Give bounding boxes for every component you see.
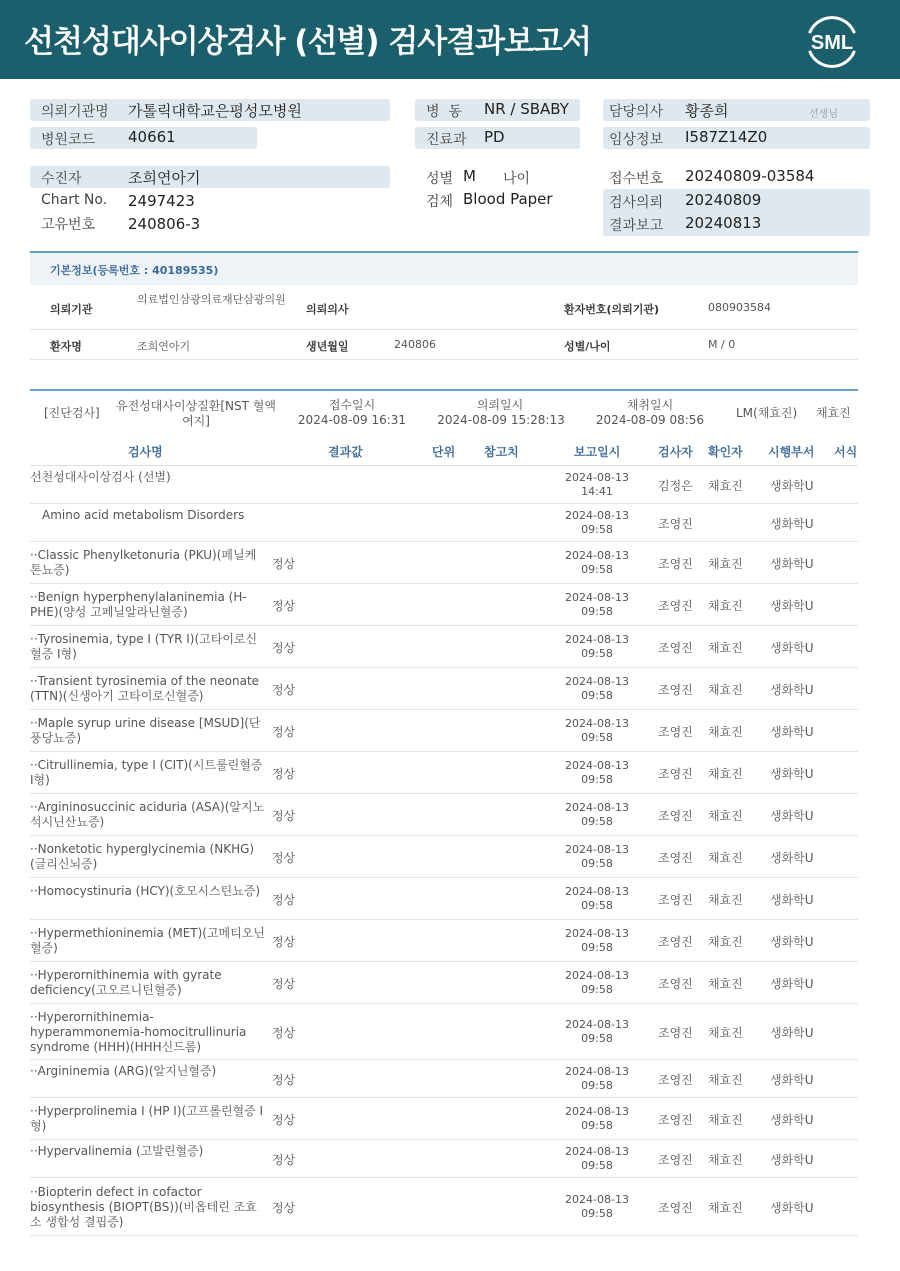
report-time: 09:58 [581,857,613,870]
test-name: ··Hypermethioninemia (MET)(고메티오닌혈증) [30,926,265,955]
results-section [30,389,858,1236]
report-time: 09:58 [581,647,613,660]
report-datetime [560,801,634,829]
report-time: 09:58 [581,815,613,828]
test-name: Amino acid metabolism Disorders [42,508,245,522]
report-time: 09:58 [581,605,613,618]
confirmer-value: 채효진 [708,725,743,739]
dept-value: 생화학U [770,851,814,865]
confirmer-value: 채효진 [708,935,743,949]
sex-label: 성별 [426,171,454,187]
basic-info-row [30,285,858,330]
order-lm: LM(채효진) [736,406,798,420]
report-date: 2024-08-13 [565,969,629,982]
report-date: 2024-08-13 [565,927,629,940]
table-row [30,1098,858,1140]
dob-label: 생년월일 [306,340,349,353]
received-value: 2024-08-09 16:31 [297,413,407,427]
test-name: ··Argininosuccinic aciduria (ASA)(알지노석시닌산뇨증) [30,800,265,829]
confirmer-value: 채효진 [708,1073,743,1087]
table-row [30,962,858,1004]
test-name: ··Classic Phenylketonuria (PKU)(페닐케톤뇨증) [30,548,257,577]
report-time: 09:58 [581,773,613,786]
confirmer-value: 채효진 [708,1026,743,1040]
tester-value: 김정은 [658,479,693,493]
tester-value: 조영진 [658,683,693,697]
report-time: 09:58 [581,1032,613,1045]
confirmer-value: 채효진 [708,851,743,865]
report-header [0,0,900,79]
result-value: 정상 [272,1073,296,1087]
result-value: 정상 [272,641,296,655]
report-datetime [560,759,634,787]
table-row [30,466,858,504]
report-date: 2024-08-13 [565,717,629,730]
confirmer-value: 채효진 [708,479,743,493]
report-date: 2024-08-13 [565,675,629,688]
confirmer-value: 채효진 [708,1201,743,1215]
report-title: 선천성대사이상검사 (선별) 검사결과보고서 [24,24,591,60]
report-date: 2024-08-13 [565,471,629,484]
test-name: ··Argininemia (ARG)(알지닌혈증) [30,1064,217,1078]
result-value: 정상 [272,1026,296,1040]
table-row [30,1178,858,1236]
results-table-header [30,436,858,466]
report-date: 2024-08-13 [565,759,629,772]
tester-value: 조영진 [658,767,693,781]
clinical-value: I587Z14Z0 [685,128,768,146]
req-inst-label: 의뢰기관 [50,303,93,316]
doctor-value: 황종희 [685,102,729,120]
basic-info-section [30,251,858,360]
dept-value: 생화학U [770,935,814,949]
dept-value: PD [484,128,505,146]
dept-value: 생화학U [770,1026,814,1040]
confirmer-value: 채효진 [708,977,743,991]
result-value: 정상 [272,935,296,949]
report-datetime [560,1065,634,1093]
confirmer-value: 채효진 [708,767,743,781]
test-name: ··Homocystinuria (HCY)(호모시스틴뇨증) [30,884,261,898]
pid-label: 환자번호(의뢰기관) [564,303,660,316]
hospital-code-label: 병원코드 [41,132,96,148]
report-date: 2024-08-13 [565,633,629,646]
report-date: 2024-08-13 [565,591,629,604]
result-value: 정상 [272,767,296,781]
dept-value: 생화학U [770,725,814,739]
pname-value: 조희연아기 [137,340,191,353]
col-result: 결과값 [328,445,363,459]
tester-value: 조영진 [658,517,693,531]
report-time: 09:58 [581,563,613,576]
confirmer-value: 채효진 [708,1113,743,1127]
report-time: 09:58 [581,983,613,996]
order-name: 유전성대사이상질환[NST 혈액여지] [116,399,276,428]
tester-value: 조영진 [658,935,693,949]
col-dept: 시행부서 [768,445,815,459]
table-row [30,584,858,626]
report-date: 2024-08-13 [565,1193,629,1206]
report-datetime [560,843,634,871]
results-table-body [30,466,858,1236]
table-row [30,626,858,668]
result-value: 정상 [272,683,296,697]
test-name: ··Hyperornithinemia with gyrate deficiency(고오르니틴혈증) [30,968,222,997]
dept-value: 생화학U [770,557,814,571]
col-format: 서식 [834,445,858,459]
report-datetime [560,885,634,913]
collected-label: 채취일시 [626,398,674,412]
report-time: 09:58 [581,899,613,912]
report-datetime [560,717,634,745]
table-row [30,920,858,962]
sexage-label: 성별/나이 [564,340,611,353]
tester-value: 조영진 [658,599,693,613]
confirmer-value: 채효진 [708,1153,743,1167]
pid-value: 080903584 [708,301,771,314]
result-value: 정상 [272,599,296,613]
table-row [30,710,858,752]
report-value: 20240813 [685,214,762,232]
report-date: 2024-08-13 [565,801,629,814]
doctor-suffix: 선생님 [809,109,838,120]
report-date: 2024-08-13 [565,1018,629,1031]
dept-value: 생화학U [770,599,814,613]
table-row [30,1140,858,1178]
basic-info-row [30,330,858,360]
ward-label: 병 동 [426,104,462,120]
table-row [30,1060,858,1098]
dept-value: 생화학U [770,517,814,531]
confirmer-value: 채효진 [708,893,743,907]
report-time: 09:58 [581,1079,613,1092]
report-date: 2024-08-13 [565,1065,629,1078]
table-row [30,794,858,836]
dept-value: 생화학U [770,1113,814,1127]
test-name: ··Nonketotic hyperglycinemia (NKHG)(글리신뇌증) [30,842,255,871]
tester-value: 조영진 [658,1153,693,1167]
report-datetime [560,509,634,537]
confirmer-value: 채효진 [708,809,743,823]
report-datetime [560,1145,634,1173]
dept-value: 생화학U [770,641,814,655]
col-tester: 검사자 [658,445,693,459]
order-info-row [30,391,858,436]
test-name: ··Hyperornithinemia-hyperammonemia-homocitrullinuria syndrome (HHH)(HHH신드롬) [30,1010,247,1054]
dept-value: 생화학U [770,1153,814,1167]
receipt-value: 20240809-03584 [685,167,815,185]
report-datetime [560,471,634,499]
report-date: 2024-08-13 [565,843,629,856]
age-label: 나이 [503,171,531,187]
test-name: ··Hypervalinemia (고발린혈증) [30,1144,204,1158]
tester-value: 조영진 [658,851,693,865]
sml-logo [802,10,862,68]
logo-text: SML [810,32,854,54]
report-label: 결과보고 [609,218,664,234]
dept-label: 진료과 [426,132,467,148]
result-value: 정상 [272,1113,296,1127]
report-date: 2024-08-13 [565,509,629,522]
tester-value: 조영진 [658,977,693,991]
sexage-value: M / 0 [708,338,736,351]
report-datetime [560,1105,634,1133]
result-value: 정상 [272,725,296,739]
report-time: 09:58 [581,523,613,536]
ward-value: NR / SBABY [484,100,569,118]
table-row [30,752,858,794]
report-date: 2024-08-13 [565,885,629,898]
report-datetime [560,549,634,577]
confirmer-value: 채효진 [708,557,743,571]
report-date: 2024-08-13 [565,549,629,562]
result-value: 정상 [272,557,296,571]
dept-value: 생화학U [770,683,814,697]
request-label: 검사의뢰 [609,195,664,211]
report-datetime [560,969,634,997]
report-time: 09:58 [581,731,613,744]
requested-label: 의뢰일시 [476,398,524,412]
test-name: ··Biopterin defect in cofactor biosynthesis (BIOPT(BS))(비옵테린 조효소 생합성 결핍증) [30,1185,257,1229]
tester-value: 조영진 [658,1073,693,1087]
pname-label: 환자명 [50,340,82,353]
result-value: 정상 [272,893,296,907]
dept-value: 생화학U [770,893,814,907]
pill-patient [30,166,390,188]
tester-value: 조영진 [658,893,693,907]
req-doc-label: 의뢰의사 [306,303,349,316]
specimen-label: 검체 [426,194,454,210]
test-name: ··Citrullinemia, type I (CIT)(시트룰린혈증 I형) [30,758,263,787]
report-time: 14:41 [581,485,613,498]
requested-value: 2024-08-09 15:28:13 [437,413,565,427]
basic-info-title: 기본정보(등록번호 : 40189535) [30,253,858,285]
dept-value: 생화학U [770,767,814,781]
result-value: 정상 [272,977,296,991]
unique-value: 240806-3 [128,215,201,233]
col-unit: 단위 [432,445,456,459]
test-name: ··Maple syrup urine disease [MSUD](단풍당뇨증) [30,716,261,745]
dept-value: 생화학U [770,1073,814,1087]
report-time: 09:58 [581,1159,613,1172]
confirmer-value: 채효진 [708,683,743,697]
test-name: ··Tyrosinemia, type I (TYR I)(고타이로신혈증 I형) [30,632,258,661]
dept-value: 생화학U [770,1201,814,1215]
test-name: 선천성대사이상검사 (선별) [30,470,171,484]
col-date: 보고일시 [574,445,621,459]
report-date: 2024-08-13 [565,1145,629,1158]
test-name: ··Transient tyrosinemia of the neonate (TTN)(신생아기 고타이로신혈증) [30,674,260,703]
tester-value: 조영진 [658,641,693,655]
result-value: 정상 [272,809,296,823]
doctor-label: 담당의사 [609,104,664,120]
chart-value: 2497423 [128,192,195,210]
patient-value: 조희연아기 [128,169,201,187]
table-row [30,542,858,584]
dob-value: 240806 [394,338,436,351]
report-datetime [560,633,634,661]
report-date: 2024-08-13 [565,1105,629,1118]
confirmer-value: 채효진 [708,641,743,655]
result-value: 정상 [272,851,296,865]
report-datetime [560,1193,634,1221]
req-inst-value: 의료법인삼광의료재단삼광의원 [137,293,286,306]
chart-label: Chart No. [41,192,108,208]
table-row [30,836,858,878]
clinical-label: 임상정보 [609,132,664,148]
dept-value: 생화학U [770,809,814,823]
result-value: 정상 [272,1201,296,1215]
tester-value: 조영진 [658,1026,693,1040]
report-datetime [560,675,634,703]
order-person: 채효진 [816,406,851,420]
test-name: ··Hyperprolinemia I (HP I)(고프롤린혈증 I형) [30,1104,264,1133]
dept-value: 생화학U [770,479,814,493]
sex-value: M [463,167,476,185]
report-time: 09:58 [581,941,613,954]
received-label: 접수일시 [328,398,376,412]
col-ref: 참고치 [484,445,519,459]
hospital-code-value: 40661 [128,128,176,146]
report-datetime [560,927,634,955]
table-row [30,668,858,710]
request-value: 20240809 [685,191,762,209]
tester-value: 조영진 [658,1201,693,1215]
result-value: 정상 [272,1153,296,1167]
report-time: 09:58 [581,1119,613,1132]
tester-value: 조영진 [658,1113,693,1127]
tester-value: 조영진 [658,725,693,739]
receipt-label: 접수번호 [609,171,664,187]
report-time: 09:58 [581,1207,613,1220]
report-datetime [560,591,634,619]
col-name: 검사명 [128,445,163,459]
report-time: 09:58 [581,689,613,702]
table-row [30,504,858,542]
table-row [30,878,858,920]
dept-value: 생화학U [770,977,814,991]
institution-label: 의뢰기관명 [41,104,109,120]
order-type: [진단검사] [44,406,100,420]
tester-value: 조영진 [658,557,693,571]
confirmer-value: 채효진 [708,599,743,613]
patient-label: 수진자 [41,171,82,187]
unique-label: 고유번호 [41,217,96,233]
tester-value: 조영진 [658,809,693,823]
report-datetime [560,1018,634,1046]
collected-value: 2024-08-09 08:56 [595,413,705,427]
test-name: ··Benign hyperphenylalaninemia (H-PHE)(양성 고페닐알라닌혈증) [30,590,247,619]
institution-value: 가톨릭대학교은평성모병원 [128,102,302,120]
col-confirmer: 확인자 [708,445,743,459]
specimen-value: Blood Paper [463,190,553,208]
table-row [30,1004,858,1060]
